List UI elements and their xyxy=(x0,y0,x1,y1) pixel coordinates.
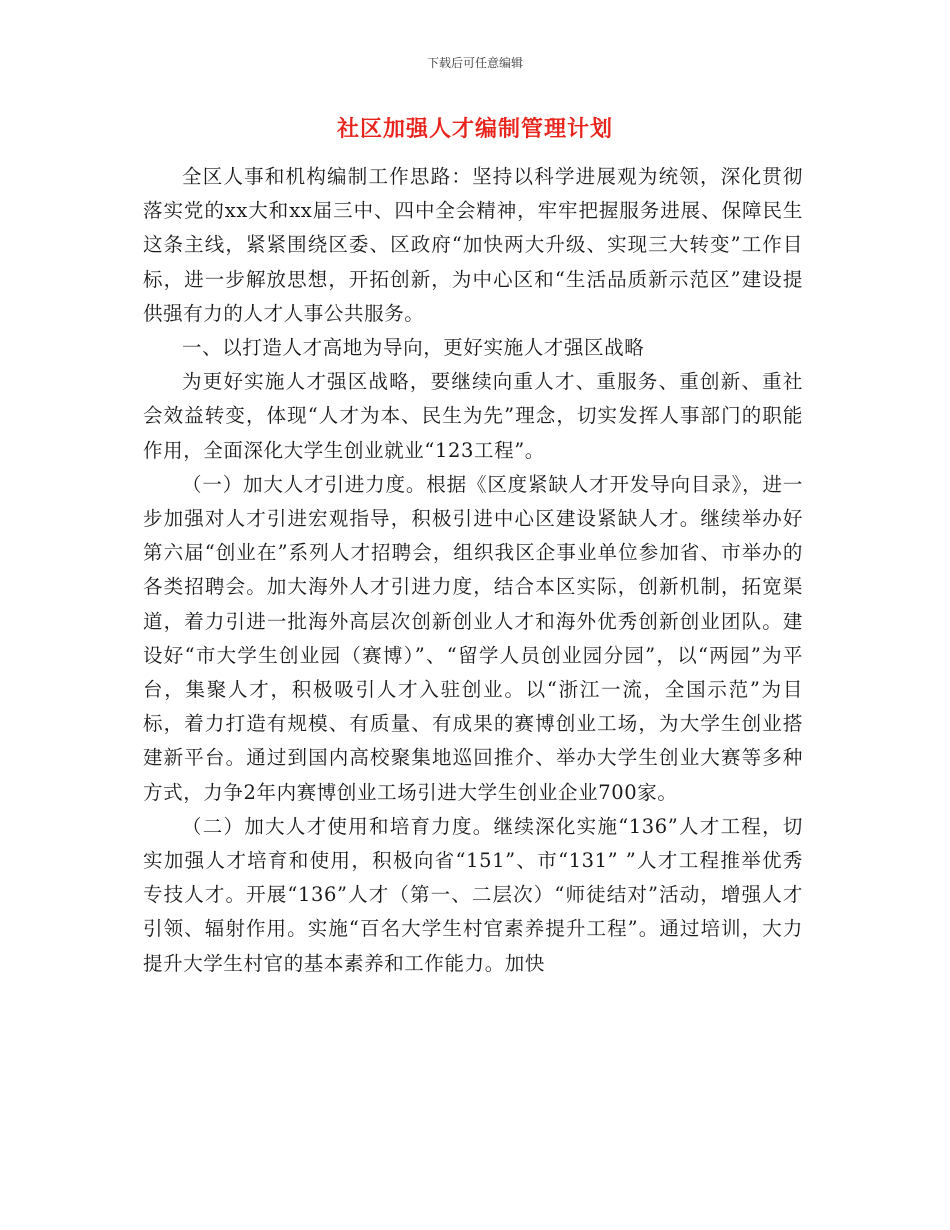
header-note: 下载后可任意编辑 xyxy=(426,56,523,70)
section-heading-1: 一、以打造人才高地为导向，更好实施人才强区战略 xyxy=(182,336,645,360)
paragraph-section-1: 为更好实施人才强区战略，要继续向重人才、重服务、重创新、重社会效益转变，体现“人才为本、民生为先”理念，切实发挥人事部门的职能作用，全面深化大学生创业就业“123工程”。 xyxy=(143,370,803,462)
paragraph-item-2: （二）加大人才使用和培育力度。继续深化实施“136”人才工程，切实加强人才培育和使用，积极向省“151”、市“131” ”人才工程推举优秀专技人才。开展“136”人才（第一、二层次）“师徒结对”活动，增强人才引领、辐射作用。实施“百名大学生村官素养提升工程”。通过培训，大力提升大学生村官的基本素养和工作能力。加快 xyxy=(143,814,803,975)
paragraph-intro: 全区人事和机构编制工作思路：坚持以科学进展观为统领，深化贯彻落实党的xx大和xx届三中、四中全会精神，牢牢把握服务进展、保障民生这条主线，紧紧围绕区委、区政府“加快两大升级、实现三大转变”工作目标，进一步解放思想，开拓创新，为中心区和“生活品质新示范区”建设提供强有力的人才人事公共服务。 xyxy=(143,165,803,325)
paragraph-item-1: （一）加大人才引进力度。根据《区度紧缺人才开发导向目录》，进一步加强对人才引进宏观指导，积极引进中心区建设紧缺人才。继续举办好第六届“创业在”系列人才招聘会，组织我区企事业单位参加省、市举办的各类招聘会。加大海外人才引进力度，结合本区实际，创新机制，拓宽渠道，着力引进一批海外高层次创新创业人才和海外优秀创新创业团队。建设好“市大学生创业园（赛博）”、“留学人员创业园分园”，以“两园”为平台，集聚人才，积极吸引人才入驻创业。以“浙江一流，全国示范”为目标，着力打造有规模、有质量、有成果的赛博创业工场，为大学生创业搭建新平台。通过到国内高校聚集地巡回推介、举办大学生创业大赛等多种方式，力争2年内赛博创业工场引进大学生创业企业700家。 xyxy=(143,472,803,804)
document-body xyxy=(143,160,803,981)
document-title: 社区加强人才编制管理计划 xyxy=(336,117,613,142)
